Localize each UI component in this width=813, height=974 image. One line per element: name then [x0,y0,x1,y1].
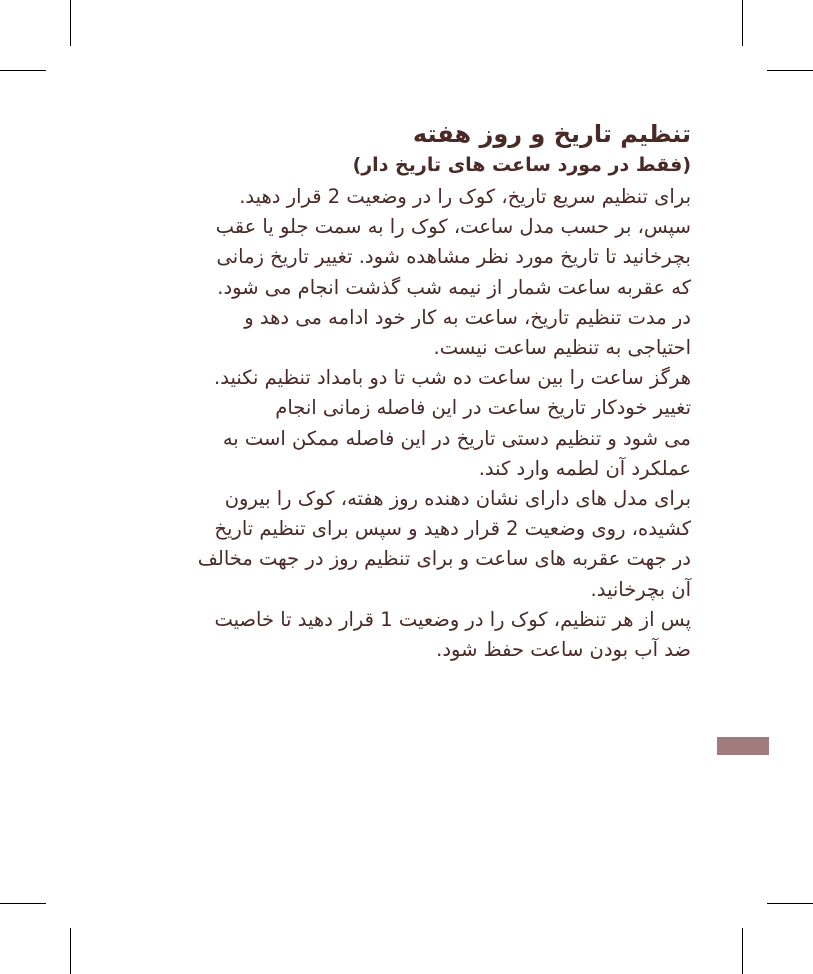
body-line: برای تنظیم سریع تاریخ، کوک را در وضعیت 2 قرار دهید. [239,185,691,208]
crop-mark-top-right-vertical [742,0,743,46]
crop-mark-top-right-horizontal [767,70,813,71]
crop-mark-bottom-left-horizontal [0,903,46,904]
body-line: آن بچرخانید. [590,577,691,601]
body-line: بچرخانید تا تاریخ مورد نظر مشاهده شود. تغییر تاریخ زمانی [216,245,691,269]
body-line: عملکرد آن لطمه وارد کند. [478,456,691,480]
body-line: هرگز ساعت را بین ساعت ده شب تا دو بامداد تنظیم نکنید. [214,366,691,390]
body-line: تغییر خودکار تاریخ ساعت در این فاصله زمانی انجام [275,396,691,420]
body-line: ضد آب بودن ساعت حفظ شود. [436,638,691,662]
page-subtitle: (فقط در مورد ساعت های تاریخ دار) [352,154,691,176]
page-content [146,118,691,665]
crop-mark-top-left-vertical [70,0,71,46]
crop-mark-bottom-left-vertical [70,928,71,974]
body-line: برای مدل های دارای نشان دهنده روز هفته، کوک را بیرون [224,487,691,511]
crop-mark-bottom-right-horizontal [767,903,813,904]
page-title: تنظیم تاریخ و روز هفته [412,120,691,148]
body-line: سپس، بر حسب مدل ساعت، کوک را به سمت جلو یا عقب [215,215,691,239]
crop-mark-top-left-horizontal [0,70,46,71]
body-line: پس از هر تنظیم، کوک را در وضعیت 1 قرار دهید تا خاصیت [214,607,691,631]
body-line: که عقربه ساعت شمار از نیمه شب گذشت انجام می شود. [217,275,691,299]
body-line: کشیده، روی وضعیت 2 قرار دهید و سپس برای تنظیم تاریخ [214,517,691,541]
section-tab-marker [717,737,769,755]
body-line: در مدت تنظیم تاریخ، ساعت به کار خود ادامه می دهد و [244,305,691,329]
crop-mark-bottom-right-vertical [742,928,743,974]
body-line: احتیاجی به تنظیم ساعت نیست. [433,336,691,360]
body-text [146,182,691,665]
body-line: می شود و تنظیم دستی تاریخ در این فاصله ممکن است به [222,426,691,450]
body-line: در جهت عقربه های ساعت و برای تنظیم روز در جهت مخالف [197,547,691,571]
